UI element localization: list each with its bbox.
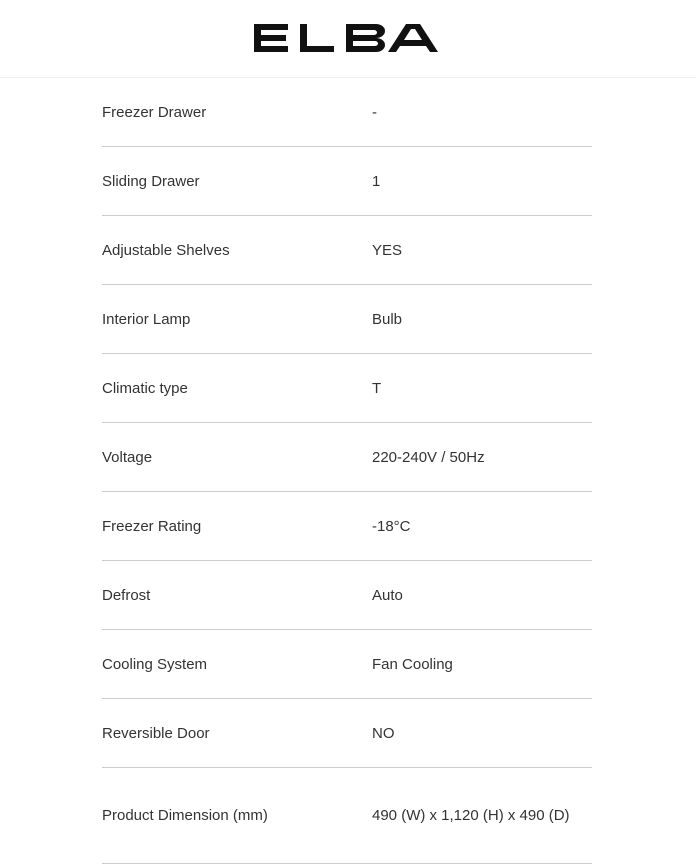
spec-value: Auto	[372, 586, 403, 604]
spec-value: -18°C	[372, 517, 411, 535]
spec-value: YES	[372, 241, 403, 259]
spec-value: 490 (W) x 1,120 (H) x 490 (D)	[372, 807, 570, 824]
spec-value: T	[372, 379, 382, 397]
spec-value: Bulb	[372, 310, 403, 328]
spec-label: Interior Lamp	[102, 310, 191, 328]
site-header	[0, 0, 696, 78]
spec-row-interior-lamp	[102, 285, 592, 354]
spec-row-climatic-type	[102, 354, 592, 423]
spec-label: Reversible Door	[102, 724, 210, 742]
spec-value: Fan Cooling	[372, 655, 453, 673]
spec-row-reversible-door	[102, 699, 592, 768]
spec-label: Product Dimension (mm)	[102, 807, 268, 824]
spec-row-voltage	[102, 423, 592, 492]
specifications-table	[102, 78, 592, 864]
spec-value: 220-240V / 50Hz	[372, 448, 485, 466]
spec-value: NO	[372, 724, 395, 742]
spec-value: 1	[372, 172, 381, 190]
spec-label: Cooling System	[102, 655, 208, 673]
spec-row-sliding-drawer	[102, 147, 592, 216]
spec-label: Freezer Rating	[102, 517, 202, 535]
spec-label: Climatic type	[102, 379, 188, 397]
spec-row-freezer-rating	[102, 492, 592, 561]
spec-row-defrost	[102, 561, 592, 630]
elba-logo[interactable]	[252, 20, 440, 56]
spec-row-adjustable-shelves	[102, 216, 592, 285]
spec-row-freezer-drawer	[102, 78, 592, 147]
spec-row-product-dimension	[102, 768, 592, 864]
spec-row-cooling-system	[102, 630, 592, 699]
spec-label: Voltage	[102, 448, 153, 466]
spec-label: Adjustable Shelves	[102, 241, 230, 259]
spec-label: Defrost	[102, 586, 151, 604]
spec-label: Sliding Drawer	[102, 172, 200, 190]
spec-value: -	[372, 103, 377, 121]
spec-label: Freezer Drawer	[102, 103, 207, 121]
